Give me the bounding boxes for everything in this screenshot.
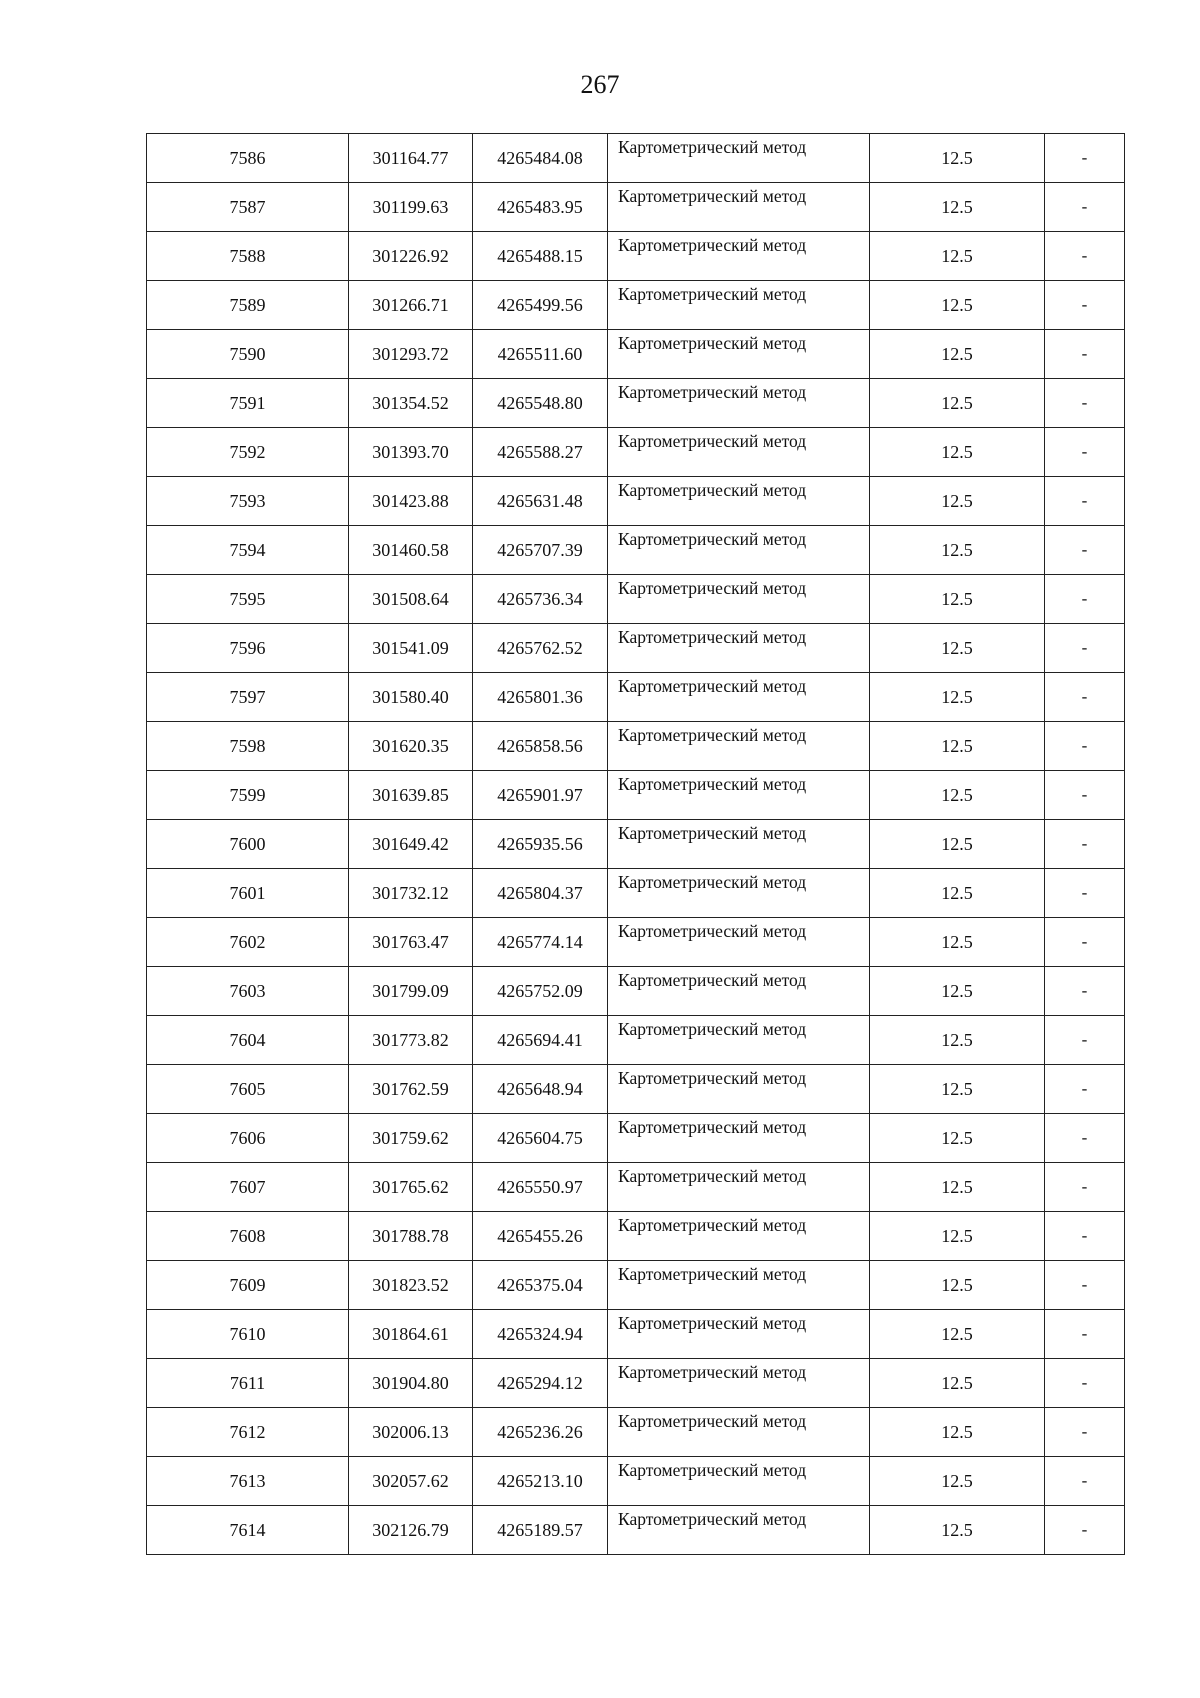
method-cell: Картометрический метод — [608, 771, 870, 820]
x-coordinate-cell: 301763.47 — [349, 918, 473, 967]
method-cell: Картометрический метод — [608, 379, 870, 428]
extra-cell: - — [1045, 526, 1125, 575]
accuracy-cell: 12.5 — [870, 673, 1045, 722]
method-cell: Картометрический метод — [608, 330, 870, 379]
extra-cell: - — [1045, 722, 1125, 771]
method-cell: Картометрический метод — [608, 1065, 870, 1114]
method-cell: Картометрический метод — [608, 1163, 870, 1212]
x-coordinate-cell: 301460.58 — [349, 526, 473, 575]
x-coordinate-cell: 301762.59 — [349, 1065, 473, 1114]
accuracy-cell: 12.5 — [870, 1359, 1045, 1408]
accuracy-cell: 12.5 — [870, 820, 1045, 869]
point-number-cell: 7601 — [147, 869, 349, 918]
x-coordinate-cell: 301759.62 — [349, 1114, 473, 1163]
accuracy-cell: 12.5 — [870, 1114, 1045, 1163]
y-coordinate-cell: 4265511.60 — [473, 330, 608, 379]
method-cell: Картометрический метод — [608, 1506, 870, 1555]
table-row — [147, 1016, 1125, 1065]
y-coordinate-cell: 4265375.04 — [473, 1261, 608, 1310]
point-number-cell: 7595 — [147, 575, 349, 624]
point-number-cell: 7590 — [147, 330, 349, 379]
y-coordinate-cell: 4265294.12 — [473, 1359, 608, 1408]
x-coordinate-cell: 301541.09 — [349, 624, 473, 673]
x-coordinate-cell: 301393.70 — [349, 428, 473, 477]
table-row — [147, 722, 1125, 771]
y-coordinate-cell: 4265935.56 — [473, 820, 608, 869]
y-coordinate-cell: 4265752.09 — [473, 967, 608, 1016]
table-row — [147, 673, 1125, 722]
table-row — [147, 281, 1125, 330]
point-number-cell: 7598 — [147, 722, 349, 771]
extra-cell: - — [1045, 1065, 1125, 1114]
point-number-cell: 7610 — [147, 1310, 349, 1359]
point-number-cell: 7606 — [147, 1114, 349, 1163]
point-number-cell: 7586 — [147, 134, 349, 183]
method-cell: Картометрический метод — [608, 183, 870, 232]
point-number-cell: 7591 — [147, 379, 349, 428]
extra-cell: - — [1045, 330, 1125, 379]
accuracy-cell: 12.5 — [870, 477, 1045, 526]
x-coordinate-cell: 301904.80 — [349, 1359, 473, 1408]
accuracy-cell: 12.5 — [870, 1261, 1045, 1310]
y-coordinate-cell: 4265455.26 — [473, 1212, 608, 1261]
extra-cell: - — [1045, 869, 1125, 918]
method-cell: Картометрический метод — [608, 526, 870, 575]
point-number-cell: 7605 — [147, 1065, 349, 1114]
accuracy-cell: 12.5 — [870, 1065, 1045, 1114]
point-number-cell: 7608 — [147, 1212, 349, 1261]
y-coordinate-cell: 4265736.34 — [473, 575, 608, 624]
method-cell: Картометрический метод — [608, 134, 870, 183]
table-row — [147, 232, 1125, 281]
x-coordinate-cell: 301649.42 — [349, 820, 473, 869]
x-coordinate-cell: 301580.40 — [349, 673, 473, 722]
x-coordinate-cell: 301732.12 — [349, 869, 473, 918]
accuracy-cell: 12.5 — [870, 1457, 1045, 1506]
table-row — [147, 330, 1125, 379]
point-number-cell: 7594 — [147, 526, 349, 575]
extra-cell: - — [1045, 673, 1125, 722]
method-cell: Картометрический метод — [608, 1114, 870, 1163]
extra-cell: - — [1045, 134, 1125, 183]
x-coordinate-cell: 301226.92 — [349, 232, 473, 281]
accuracy-cell: 12.5 — [870, 1506, 1045, 1555]
method-cell: Картометрический метод — [608, 1016, 870, 1065]
accuracy-cell: 12.5 — [870, 771, 1045, 820]
table-row — [147, 428, 1125, 477]
table-row — [147, 869, 1125, 918]
table-row — [147, 624, 1125, 673]
accuracy-cell: 12.5 — [870, 869, 1045, 918]
extra-cell: - — [1045, 771, 1125, 820]
accuracy-cell: 12.5 — [870, 967, 1045, 1016]
y-coordinate-cell: 4265550.97 — [473, 1163, 608, 1212]
x-coordinate-cell: 301765.62 — [349, 1163, 473, 1212]
y-coordinate-cell: 4265774.14 — [473, 918, 608, 967]
method-cell: Картометрический метод — [608, 1457, 870, 1506]
x-coordinate-cell: 301799.09 — [349, 967, 473, 1016]
table-row — [147, 134, 1125, 183]
extra-cell: - — [1045, 1506, 1125, 1555]
point-number-cell: 7614 — [147, 1506, 349, 1555]
x-coordinate-cell: 301823.52 — [349, 1261, 473, 1310]
table-row — [147, 1457, 1125, 1506]
y-coordinate-cell: 4265648.94 — [473, 1065, 608, 1114]
point-number-cell: 7611 — [147, 1359, 349, 1408]
table-row — [147, 379, 1125, 428]
x-coordinate-cell: 301199.63 — [349, 183, 473, 232]
extra-cell: - — [1045, 1359, 1125, 1408]
table-row — [147, 1261, 1125, 1310]
x-coordinate-cell: 302006.13 — [349, 1408, 473, 1457]
extra-cell: - — [1045, 428, 1125, 477]
x-coordinate-cell: 302057.62 — [349, 1457, 473, 1506]
table-row — [147, 820, 1125, 869]
x-coordinate-cell: 301620.35 — [349, 722, 473, 771]
extra-cell: - — [1045, 575, 1125, 624]
y-coordinate-cell: 4265548.80 — [473, 379, 608, 428]
point-number-cell: 7597 — [147, 673, 349, 722]
table-row — [147, 1310, 1125, 1359]
accuracy-cell: 12.5 — [870, 1163, 1045, 1212]
y-coordinate-cell: 4265213.10 — [473, 1457, 608, 1506]
point-number-cell: 7612 — [147, 1408, 349, 1457]
y-coordinate-cell: 4265801.36 — [473, 673, 608, 722]
method-cell: Картометрический метод — [608, 232, 870, 281]
y-coordinate-cell: 4265483.95 — [473, 183, 608, 232]
table-row — [147, 1114, 1125, 1163]
extra-cell: - — [1045, 1310, 1125, 1359]
point-number-cell: 7604 — [147, 1016, 349, 1065]
method-cell: Картометрический метод — [608, 1408, 870, 1457]
x-coordinate-cell: 301354.52 — [349, 379, 473, 428]
extra-cell: - — [1045, 1408, 1125, 1457]
extra-cell: - — [1045, 820, 1125, 869]
method-cell: Картометрический метод — [608, 624, 870, 673]
x-coordinate-cell: 301864.61 — [349, 1310, 473, 1359]
extra-cell: - — [1045, 1016, 1125, 1065]
extra-cell: - — [1045, 379, 1125, 428]
accuracy-cell: 12.5 — [870, 330, 1045, 379]
accuracy-cell: 12.5 — [870, 183, 1045, 232]
accuracy-cell: 12.5 — [870, 722, 1045, 771]
x-coordinate-cell: 301164.77 — [349, 134, 473, 183]
table-row — [147, 771, 1125, 820]
extra-cell: - — [1045, 1212, 1125, 1261]
point-number-cell: 7603 — [147, 967, 349, 1016]
accuracy-cell: 12.5 — [870, 1408, 1045, 1457]
method-cell: Картометрический метод — [608, 673, 870, 722]
table-row — [147, 1506, 1125, 1555]
table-row — [147, 526, 1125, 575]
accuracy-cell: 12.5 — [870, 624, 1045, 673]
table-row — [147, 1163, 1125, 1212]
point-number-cell: 7613 — [147, 1457, 349, 1506]
method-cell: Картометрический метод — [608, 1310, 870, 1359]
y-coordinate-cell: 4265189.57 — [473, 1506, 608, 1555]
method-cell: Картометрический метод — [608, 281, 870, 330]
y-coordinate-cell: 4265236.26 — [473, 1408, 608, 1457]
accuracy-cell: 12.5 — [870, 1016, 1045, 1065]
y-coordinate-cell: 4265631.48 — [473, 477, 608, 526]
y-coordinate-cell: 4265499.56 — [473, 281, 608, 330]
accuracy-cell: 12.5 — [870, 918, 1045, 967]
point-number-cell: 7587 — [147, 183, 349, 232]
method-cell: Картометрический метод — [608, 477, 870, 526]
accuracy-cell: 12.5 — [870, 379, 1045, 428]
y-coordinate-cell: 4265604.75 — [473, 1114, 608, 1163]
y-coordinate-cell: 4265488.15 — [473, 232, 608, 281]
accuracy-cell: 12.5 — [870, 428, 1045, 477]
point-number-cell: 7599 — [147, 771, 349, 820]
y-coordinate-cell: 4265324.94 — [473, 1310, 608, 1359]
y-coordinate-cell: 4265484.08 — [473, 134, 608, 183]
page-number: 267 — [580, 70, 620, 99]
method-cell: Картометрический метод — [608, 428, 870, 477]
method-cell: Картометрический метод — [608, 967, 870, 1016]
y-coordinate-cell: 4265707.39 — [473, 526, 608, 575]
x-coordinate-cell: 301266.71 — [349, 281, 473, 330]
y-coordinate-cell: 4265694.41 — [473, 1016, 608, 1065]
extra-cell: - — [1045, 918, 1125, 967]
extra-cell: - — [1045, 281, 1125, 330]
x-coordinate-cell: 301293.72 — [349, 330, 473, 379]
accuracy-cell: 12.5 — [870, 134, 1045, 183]
x-coordinate-cell: 301423.88 — [349, 477, 473, 526]
extra-cell: - — [1045, 477, 1125, 526]
y-coordinate-cell: 4265804.37 — [473, 869, 608, 918]
method-cell: Картометрический метод — [608, 1359, 870, 1408]
point-number-cell: 7607 — [147, 1163, 349, 1212]
y-coordinate-cell: 4265588.27 — [473, 428, 608, 477]
table-row — [147, 183, 1125, 232]
point-number-cell: 7609 — [147, 1261, 349, 1310]
point-number-cell: 7602 — [147, 918, 349, 967]
accuracy-cell: 12.5 — [870, 232, 1045, 281]
coordinates-table-body — [147, 134, 1125, 1555]
y-coordinate-cell: 4265901.97 — [473, 771, 608, 820]
accuracy-cell: 12.5 — [870, 1310, 1045, 1359]
table-row — [147, 967, 1125, 1016]
extra-cell: - — [1045, 967, 1125, 1016]
accuracy-cell: 12.5 — [870, 1212, 1045, 1261]
table-row — [147, 1359, 1125, 1408]
extra-cell: - — [1045, 1114, 1125, 1163]
table-row — [147, 1212, 1125, 1261]
extra-cell: - — [1045, 1163, 1125, 1212]
accuracy-cell: 12.5 — [870, 281, 1045, 330]
x-coordinate-cell: 301508.64 — [349, 575, 473, 624]
point-number-cell: 7600 — [147, 820, 349, 869]
table-row — [147, 477, 1125, 526]
accuracy-cell: 12.5 — [870, 526, 1045, 575]
extra-cell: - — [1045, 1457, 1125, 1506]
y-coordinate-cell: 4265858.56 — [473, 722, 608, 771]
method-cell: Картометрический метод — [608, 1261, 870, 1310]
x-coordinate-cell: 301788.78 — [349, 1212, 473, 1261]
table-row — [147, 575, 1125, 624]
point-number-cell: 7588 — [147, 232, 349, 281]
table-row — [147, 918, 1125, 967]
method-cell: Картометрический метод — [608, 820, 870, 869]
coordinates-table — [146, 133, 1125, 1555]
point-number-cell: 7589 — [147, 281, 349, 330]
method-cell: Картометрический метод — [608, 575, 870, 624]
method-cell: Картометрический метод — [608, 722, 870, 771]
table-row — [147, 1408, 1125, 1457]
y-coordinate-cell: 4265762.52 — [473, 624, 608, 673]
point-number-cell: 7593 — [147, 477, 349, 526]
point-number-cell: 7596 — [147, 624, 349, 673]
extra-cell: - — [1045, 1261, 1125, 1310]
method-cell: Картометрический метод — [608, 1212, 870, 1261]
table-row — [147, 1065, 1125, 1114]
accuracy-cell: 12.5 — [870, 575, 1045, 624]
method-cell: Картометрический метод — [608, 869, 870, 918]
x-coordinate-cell: 301639.85 — [349, 771, 473, 820]
method-cell: Картометрический метод — [608, 918, 870, 967]
extra-cell: - — [1045, 232, 1125, 281]
x-coordinate-cell: 301773.82 — [349, 1016, 473, 1065]
x-coordinate-cell: 302126.79 — [349, 1506, 473, 1555]
extra-cell: - — [1045, 183, 1125, 232]
point-number-cell: 7592 — [147, 428, 349, 477]
extra-cell: - — [1045, 624, 1125, 673]
